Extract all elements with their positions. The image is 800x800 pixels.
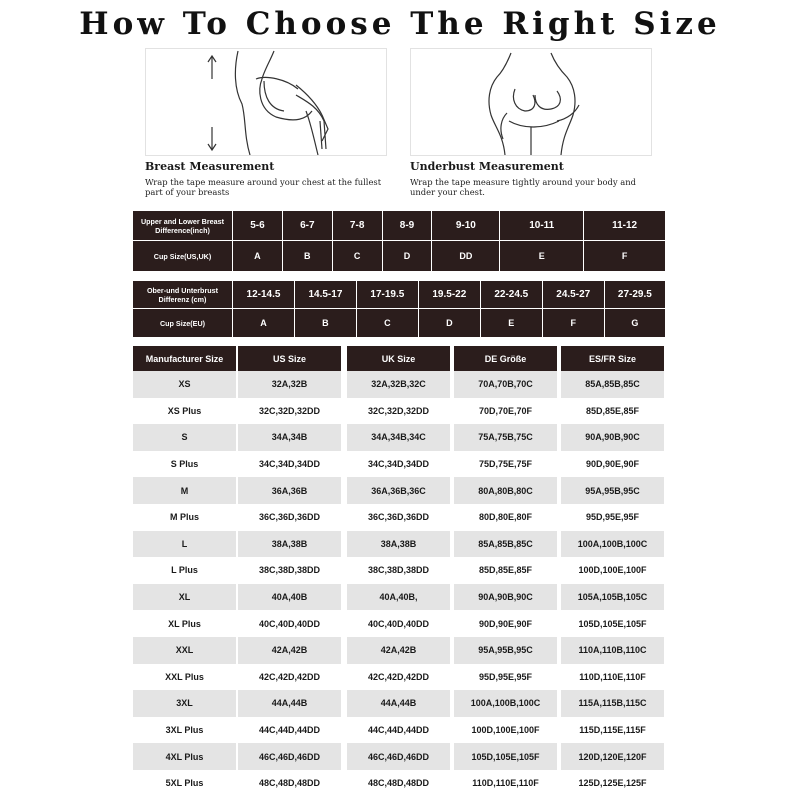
de-size-cell: 90D,90E,90F [454,610,557,637]
uk-size-column [347,346,450,797]
eu-difference-cell: 12-14.5 [233,281,295,309]
us-difference-cell: 9-10 [432,211,500,241]
manufacturer-size-cell: 3XL [133,690,236,717]
manufacturer-size-cell: S Plus [133,451,236,478]
es-fr-size-cell: 85D,85E,85F [561,398,664,425]
de-size-cell: 80A,80B,80C [454,477,557,504]
uk-size-cell: 34C,34D,34DD [347,451,450,478]
es-fr-size-column [561,346,664,797]
us-difference-cell: 11-12 [584,211,665,241]
eu-cup-cell: C [357,309,419,337]
manufacturer-size-cell: S [133,424,236,451]
eu-difference-cell: 14.5-17 [295,281,357,309]
de-size-cell: 85A,85B,85C [454,531,557,558]
manufacturer-size-cell: 5XL Plus [133,770,236,797]
manufacturer-size-cell: XXL Plus [133,664,236,691]
us-size-cell: 34A,34B [238,424,341,451]
de-size-cell: 85D,85E,85F [454,557,557,584]
us-size-header: US Size [238,346,341,371]
es-fr-size-cell: 105D,105E,105F [561,610,664,637]
uk-size-cell: 38C,38D,38DD [347,557,450,584]
es-fr-size-cell: 115D,115E,115F [561,717,664,744]
manufacturer-size-cell: XL Plus [133,610,236,637]
us-cup-cell: F [621,251,628,261]
manufacturer-size-column [133,346,236,797]
de-size-cell: 70A,70B,70C [454,371,557,398]
us-size-cell: 40A,40B [238,584,341,611]
de-size-cell: 75D,75E,75F [454,451,557,478]
eu-cup-difference-row [133,281,665,309]
es-fr-size-cell: 95A,95B,95C [561,477,664,504]
us-difference-cell: 6-7 [283,211,333,241]
us-size-cell: 38C,38D,38DD [238,557,341,584]
manufacturer-size-cell: XS Plus [133,398,236,425]
uk-size-cell: 44A,44B [347,690,450,717]
us-size-cell: 44A,44B [238,690,341,717]
us-cup-cell: C [333,241,383,271]
eu-cup-cell: B [295,309,357,337]
es-fr-size-header: ES/FR Size [561,346,664,371]
es-fr-size-cell: 110A,110B,110C [561,637,664,664]
eu-difference-cell: 27-29.5 [605,281,665,309]
us-size-cell: 42A,42B [238,637,341,664]
manufacturer-size-cell: 4XL Plus [133,743,236,770]
manufacturer-size-cell: M Plus [133,504,236,531]
de-size-cell: 95D,95E,95F [454,664,557,691]
uk-size-cell: 38A,38B [347,531,450,558]
uk-size-header: UK Size [347,346,450,371]
eu-difference-cell: 19.5-22 [419,281,481,309]
uk-size-cell: 36A,36B,36C [347,477,450,504]
us-size-cell: 38A,38B [238,531,341,558]
eu-difference-cell: 22-24.5 [481,281,543,309]
us-cup-size-row [133,241,665,271]
eu-cup-cell: D [419,309,481,337]
es-fr-size-cell: 100D,100E,100F [561,557,664,584]
us-cup-cell: A [233,241,283,271]
us-cup-difference-row [133,211,665,241]
manufacturer-size-cell: L Plus [133,557,236,584]
us-cup-cell: D [383,241,433,271]
manufacturer-size-cell: XL [133,584,236,611]
manufacturer-size-cell: 3XL Plus [133,717,236,744]
es-fr-size-cell: 85A,85B,85C [561,371,664,398]
manufacturer-size-cell: M [133,477,236,504]
eu-cup-size-table [133,281,665,337]
uk-size-cell: 34A,34B,34C [347,424,450,451]
es-fr-size-cell: 95D,95E,95F [561,504,664,531]
es-fr-size-cell: 125D,125E,125F [561,770,664,797]
de-size-column [454,346,557,797]
uk-size-cell: 46C,46D,46DD [347,743,450,770]
uk-size-cell: 40A,40B, [347,584,450,611]
underbust-measurement-caption: Underbust Measurement [410,160,564,173]
de-size-cell: 90A,90B,90C [454,584,557,611]
uk-size-cell: 48C,48D,48DD [347,770,450,797]
eu-cup-cell: A [233,309,295,337]
es-fr-size-cell: 90A,90B,90C [561,424,664,451]
es-fr-size-cell: 120D,120E,120F [561,743,664,770]
breast-measurement-figure-icon [146,49,387,156]
eu-difference-header: Ober-und Unterbrust Differenz (cm) [133,281,233,309]
underbust-measurement-illustration [410,48,652,156]
uk-size-cell: 40C,40D,40DD [347,610,450,637]
de-size-cell: 75A,75B,75C [454,424,557,451]
us-cup-size-header: Cup Size(US,UK) [133,241,233,271]
us-size-cell: 36A,36B [238,477,341,504]
uk-size-cell: 32A,32B,32C [347,371,450,398]
eu-cup-size-header: Cup Size(EU) [133,309,233,337]
breast-measurement-caption: Breast Measurement [145,160,275,173]
eu-cup-size-row [133,309,665,337]
manufacturer-size-header: Manufacturer Size [133,346,236,371]
us-size-cell: 32A,32B [238,371,341,398]
us-cup-cell: DD [432,241,500,271]
es-fr-size-cell: 115A,115B,115C [561,690,664,717]
eu-difference-cell: 17-19.5 [357,281,419,309]
de-size-cell: 95A,95B,95C [454,637,557,664]
es-fr-size-cell: 110D,110E,110F [561,664,664,691]
us-size-cell: 46C,46D,46DD [238,743,341,770]
breast-measurement-description: Wrap the tape measure around your chest at the fullest part of your breasts [145,177,382,197]
es-fr-size-cell: 100A,100B,100C [561,531,664,558]
manufacturer-size-cell: XS [133,371,236,398]
de-size-cell: 110D,110E,110F [454,770,557,797]
page-title: How To Choose The Right Size [79,6,721,42]
us-size-cell: 44C,44D,44DD [238,717,341,744]
us-difference-header: Upper and Lower Breast Difference(inch) [133,211,233,241]
us-cup-cell: B [283,241,333,271]
us-size-cell: 48C,48D,48DD [238,770,341,797]
underbust-measurement-figure-icon [411,49,652,156]
us-cup-cell: E [500,241,584,271]
uk-size-cell: 32C,32D,32DD [347,398,450,425]
us-difference-cell: 10-11 [500,211,584,241]
us-size-cell: 34C,34D,34DD [238,451,341,478]
es-fr-size-cell: 90D,90E,90F [561,451,664,478]
eu-cup-cell: F [543,309,605,337]
de-size-cell: 80D,80E,80F [454,504,557,531]
manufacturer-size-cell: L [133,531,236,558]
eu-cup-cell: E [481,309,543,337]
uk-size-cell: 36C,36D,36DD [347,504,450,531]
eu-difference-cell: 24.5-27 [543,281,605,309]
us-difference-cell: 8-9 [383,211,433,241]
de-size-cell: 105D,105E,105F [454,743,557,770]
de-size-header: DE Größe [454,346,557,371]
us-size-cell: 32C,32D,32DD [238,398,341,425]
es-fr-size-cell: 105A,105B,105C [561,584,664,611]
us-difference-cell: 7-8 [333,211,383,241]
uk-size-cell: 44C,44D,44DD [347,717,450,744]
manufacturer-size-cell: XXL [133,637,236,664]
de-size-cell: 100A,100B,100C [454,690,557,717]
underbust-measurement-description: Wrap the tape measure tightly around your body and under your chest. [410,177,636,197]
de-size-cell: 70D,70E,70F [454,398,557,425]
uk-size-cell: 42A,42B [347,637,450,664]
us-size-cell: 40C,40D,40DD [238,610,341,637]
us-size-column [238,346,341,797]
uk-size-cell: 42C,42D,42DD [347,664,450,691]
eu-cup-cell: G [631,318,639,328]
us-size-cell: 36C,36D,36DD [238,504,341,531]
us-size-cell: 42C,42D,42DD [238,664,341,691]
breast-measurement-illustration [145,48,387,156]
us-cup-size-table [133,211,665,271]
de-size-cell: 100D,100E,100F [454,717,557,744]
us-difference-cell: 5-6 [233,211,283,241]
